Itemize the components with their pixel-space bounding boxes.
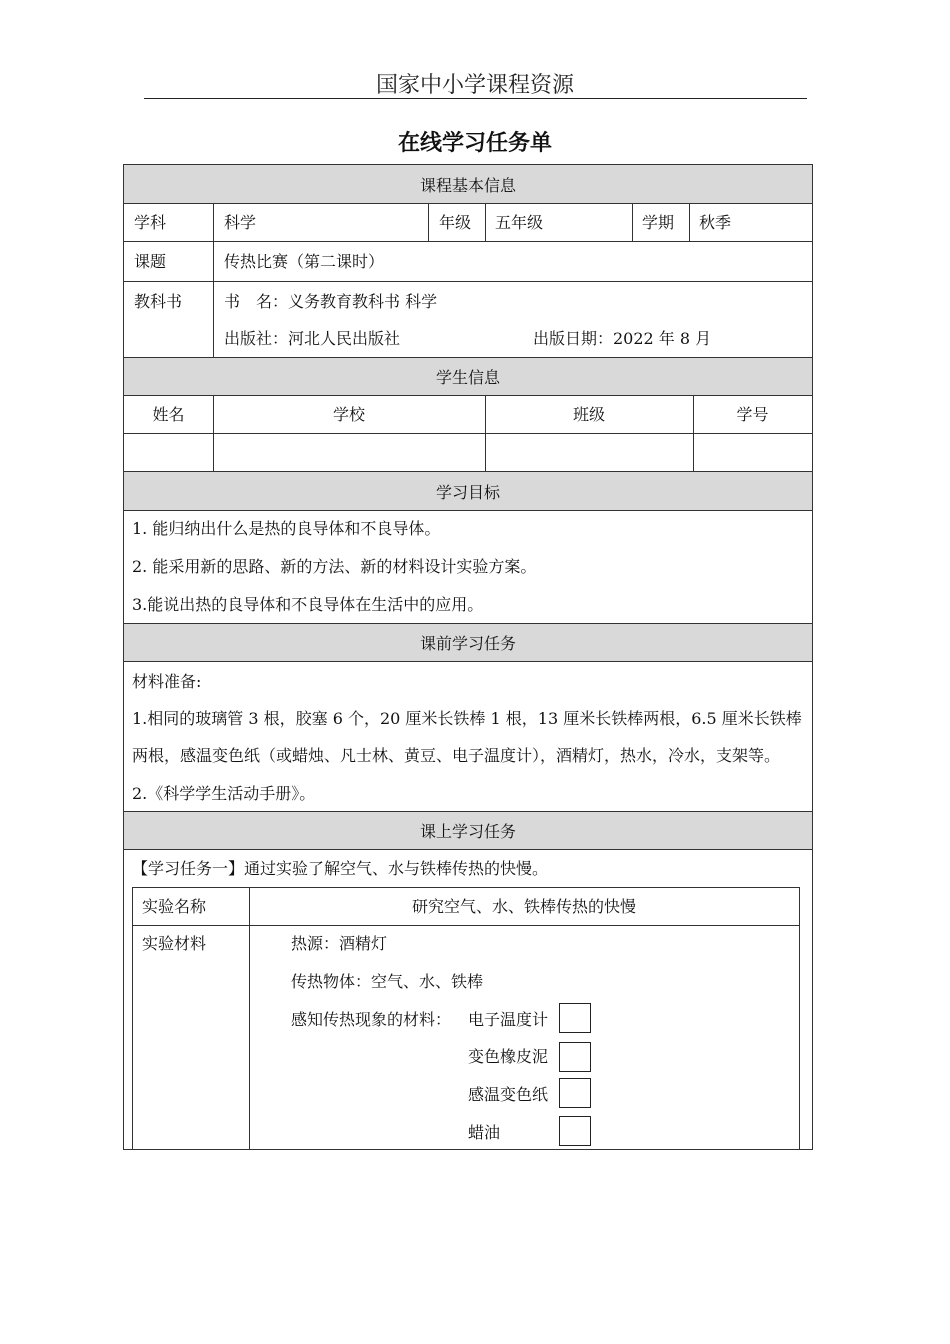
col-divider [485,204,486,241]
term-value: 秋季 [699,213,732,232]
topic-value: 传热比赛（第二课时） [224,252,385,271]
task-1-title: 【学习任务一】通过实验了解空气、水与铁棒传热的快慢。 [132,859,549,878]
row-divider [124,433,812,434]
checkbox-color-clay[interactable] [559,1042,591,1072]
checkbox-wax[interactable] [559,1116,591,1146]
goal-item: 3.能说出热的良导体和不良导体在生活中的应用。 [132,595,484,614]
section-student-info: 学生信息 [124,357,812,396]
pre-class-item-1-cont: 两根，感温变色纸（或蜡烛、凡士林、黄豆、电子温度计），酒精灯，热水，冷水，支架等。 [132,746,781,765]
inner-col-divider [249,887,250,1150]
experiment-name-label: 实验名称 [142,897,207,916]
publication-date: 出版日期：2022 年 8 月 [533,329,712,348]
header-divider [144,98,807,99]
topic-label: 课题 [134,252,167,271]
inner-table-border [132,887,133,1150]
option-wax: 蜡油 [468,1123,501,1142]
subject-label: 学科 [134,213,167,232]
pre-class-item-2: 2.《科学学生活动手册》。 [132,784,316,803]
grade-value: 五年级 [495,213,544,232]
student-col-id: 学号 [736,405,769,424]
option-color-clay: 变色橡皮泥 [468,1047,549,1066]
option-thermochromic-paper: 感温变色纸 [468,1085,549,1104]
heat-conductors: 传热物体：空气、水、铁棒 [291,972,484,991]
inner-row-divider [132,925,799,926]
checkbox-digital-thermometer[interactable] [559,1003,591,1033]
row-divider [124,281,812,282]
textbook-label: 教科书 [134,292,183,311]
experiment-material-label: 实验材料 [142,934,207,953]
heat-source: 热源：酒精灯 [291,934,388,953]
row-divider [124,241,812,242]
inner-table-border [132,887,799,888]
col-divider [689,204,690,241]
pre-class-intro: 材料准备: [132,672,202,691]
col-divider [213,204,214,357]
book-name: 书 名：义务教育教科书 科学 [224,292,438,311]
student-col-school: 学校 [332,405,365,424]
inner-table-border [799,887,800,1150]
goal-item: 1. 能归纳出什么是热的良导体和不良导体。 [132,519,441,538]
goal-item: 2. 能采用新的思路、新的方法、新的材料设计实验方案。 [132,557,537,576]
checkbox-thermochromic-paper[interactable] [559,1078,591,1108]
student-col-class: 班级 [572,405,605,424]
col-divider [428,204,429,241]
site-header-title: 国家中小学课程资源 [375,73,574,98]
document-title: 在线学习任务单 [397,130,552,156]
pre-class-item-1: 1.相同的玻璃管 3 根，胶塞 6 个，20 厘米长铁棒 1 根，13 厘米长铁棒两根，6.5 厘米长铁棒 [132,709,802,728]
experiment-name-value: 研究空气、水、铁棒传热的快慢 [411,897,636,916]
subject-value: 科学 [224,213,257,232]
section-basic-info: 课程基本信息 [124,164,812,204]
student-col-name: 姓名 [152,405,185,424]
col-divider [632,204,633,241]
grade-label: 年级 [439,213,472,232]
section-goals: 学习目标 [124,471,812,511]
section-in-class: 课上学习任务 [124,811,812,850]
publisher: 出版社：河北人民出版社 [224,329,401,348]
term-label: 学期 [642,213,675,232]
sense-material-label: 感知传热现象的材料： [291,1010,452,1029]
section-pre-class: 课前学习任务 [124,623,812,662]
option-digital-thermometer: 电子温度计 [468,1010,549,1029]
